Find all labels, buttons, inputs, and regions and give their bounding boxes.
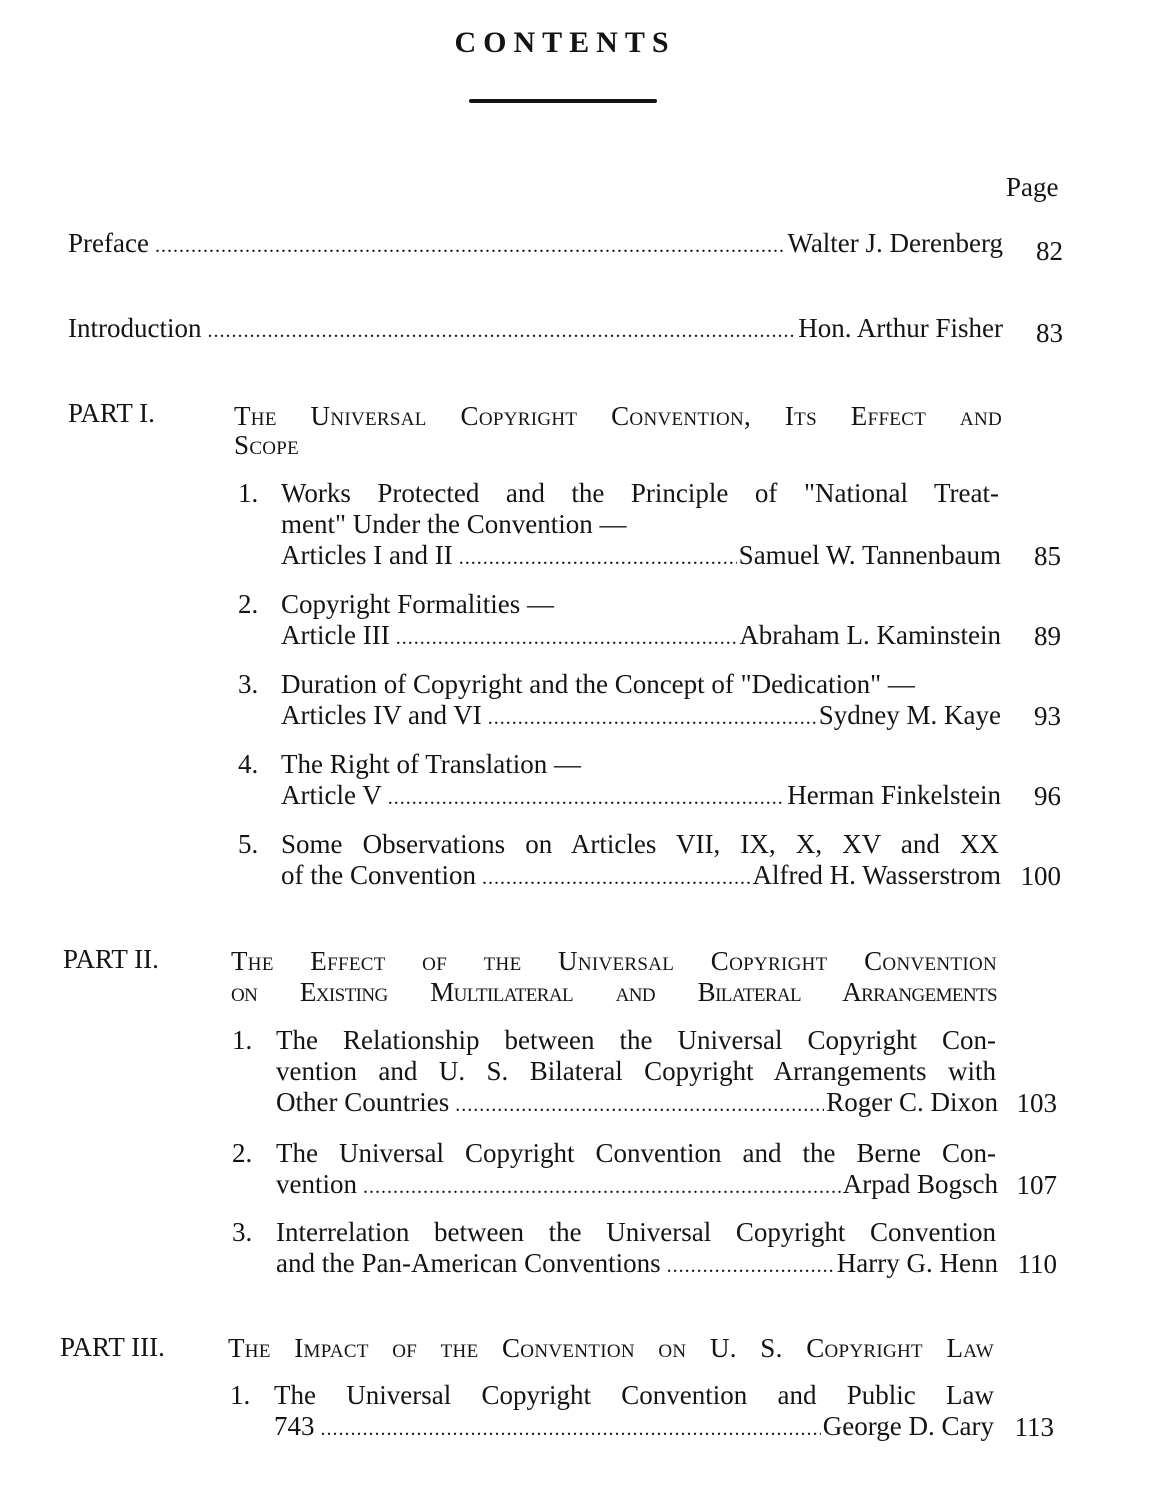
entry-number: 1.	[232, 1025, 253, 1055]
entry-title-line: Interrelation between the Universal Copyright Convention	[276, 1217, 996, 1247]
entry-title-line: ment" Under the Convention —	[281, 509, 627, 539]
entry-page: 93	[1034, 701, 1061, 731]
dot-leader	[388, 783, 786, 814]
entry-page: 83	[1036, 318, 1063, 348]
entry-author: Hon. Arthur Fisher	[798, 313, 1003, 343]
entry-page: 96	[1034, 781, 1061, 811]
dot-leader	[488, 703, 817, 734]
entry-author: Alfred H. Wasserstrom	[752, 860, 1001, 890]
entry-number: 1.	[238, 478, 259, 508]
entry-title: Introduction	[68, 313, 202, 343]
entry-title-line: vention and U. S. Bilateral Copyright Arrangements with	[276, 1056, 996, 1086]
entry-title: and the Pan-American Conventions	[276, 1248, 661, 1278]
dot-leader	[667, 1251, 835, 1282]
toc-entry-part2-1[interactable]	[276, 1087, 998, 1121]
entry-number: 4.	[238, 749, 259, 779]
entry-page: 100	[1020, 861, 1061, 891]
dot-leader	[459, 543, 737, 574]
entry-number: 5.	[238, 829, 259, 859]
dot-leader	[321, 1414, 821, 1445]
part-3-label: PART III.	[60, 1332, 165, 1362]
part-2-label: PART II.	[63, 944, 159, 974]
toc-entry-part1-1[interactable]	[281, 540, 1001, 574]
dot-leader	[396, 623, 738, 654]
page-column-label: Page	[1006, 172, 1059, 202]
entry-title: of the Convention	[281, 860, 476, 890]
dot-leader	[155, 231, 786, 262]
entry-title: Article III	[281, 620, 390, 650]
entry-title-line: The Right of Translation —	[281, 749, 582, 779]
toc-entry-preface[interactable]	[68, 228, 1003, 262]
entry-title-line: The Universal Copyright Convention and the Berne Con-	[276, 1138, 996, 1168]
part-3-title-line: The Impact of the Convention on U. S. Copyright Law	[228, 1333, 994, 1363]
entry-number: 3.	[232, 1217, 253, 1247]
entry-title: Article V	[281, 780, 382, 810]
entry-title: Other Countries	[276, 1087, 450, 1117]
entry-author: Roger C. Dixon	[826, 1087, 998, 1117]
entry-page: 85	[1034, 541, 1061, 571]
entry-page: 107	[1016, 1170, 1057, 1200]
entry-page: 82	[1036, 236, 1063, 266]
entry-title-line: Works Protected and the Principle of "National Treat-	[281, 478, 999, 508]
entry-author: Abraham L. Kaminstein	[739, 620, 1001, 650]
entry-number: 3.	[238, 669, 259, 699]
part-1-label: PART I.	[68, 398, 155, 428]
entry-author: Harry G. Henn	[836, 1248, 998, 1278]
dot-leader	[207, 316, 796, 347]
entry-title-line: Copyright Formalities —	[281, 589, 554, 619]
part-2-title-line: The Effect of the Universal Copyright Convention	[231, 946, 997, 976]
entry-title-line: Some Observations on Articles VII, IX, X, XV and XX	[281, 829, 999, 859]
dot-leader	[363, 1172, 841, 1203]
entry-page: 110	[1017, 1249, 1057, 1279]
entry-number: 1.	[230, 1380, 251, 1410]
entry-author: Walter J. Derenberg	[787, 228, 1003, 258]
entry-page: 89	[1034, 621, 1061, 651]
entry-title: 743	[274, 1411, 315, 1441]
heading-rule	[469, 99, 657, 103]
part-1-title-line: The Universal Copyright Convention, Its Effect and	[234, 401, 1002, 431]
entry-author: Samuel W. Tannenbaum	[738, 540, 1001, 570]
toc-entry-part1-3[interactable]	[281, 700, 1001, 734]
entry-title-line: Duration of Copyright and the Concept of "Dedication" —	[281, 669, 915, 699]
entry-title: Articles I and II	[281, 540, 453, 570]
entry-number: 2.	[238, 589, 259, 619]
dot-leader	[455, 1090, 824, 1121]
entry-page: 113	[1014, 1412, 1054, 1442]
toc-entry-part2-3[interactable]	[276, 1248, 998, 1282]
entry-author: Arpad Bogsch	[842, 1169, 998, 1199]
entry-title-line: The Relationship between the Universal Copyright Con-	[276, 1025, 996, 1055]
entry-title: Preface	[68, 228, 149, 258]
entry-author: Sydney M. Kaye	[818, 700, 1001, 730]
toc-entry-introduction[interactable]	[68, 313, 1003, 347]
dot-leader	[482, 863, 750, 894]
entry-title: vention	[276, 1169, 357, 1199]
toc-entry-part1-4[interactable]	[281, 780, 1001, 814]
part-1-title-line: Scope	[234, 430, 300, 460]
part-2-title-line: on Existing Multilateral and Bilateral Arrangements	[231, 977, 997, 1007]
contents-heading: CONTENTS	[454, 26, 676, 59]
toc-entry-part2-2[interactable]	[276, 1169, 998, 1203]
entry-number: 2.	[232, 1138, 253, 1168]
entry-title: Articles IV and VI	[281, 700, 482, 730]
entry-author: George D. Cary	[822, 1411, 994, 1441]
entry-page: 103	[1016, 1088, 1057, 1118]
entry-title-line: The Universal Copyright Convention and Public Law	[274, 1380, 994, 1410]
entry-author: Herman Finkelstein	[787, 780, 1001, 810]
toc-entry-part1-2[interactable]	[281, 620, 1001, 654]
toc-entry-part1-5[interactable]	[281, 860, 1001, 894]
toc-entry-part3-1[interactable]	[274, 1411, 994, 1445]
